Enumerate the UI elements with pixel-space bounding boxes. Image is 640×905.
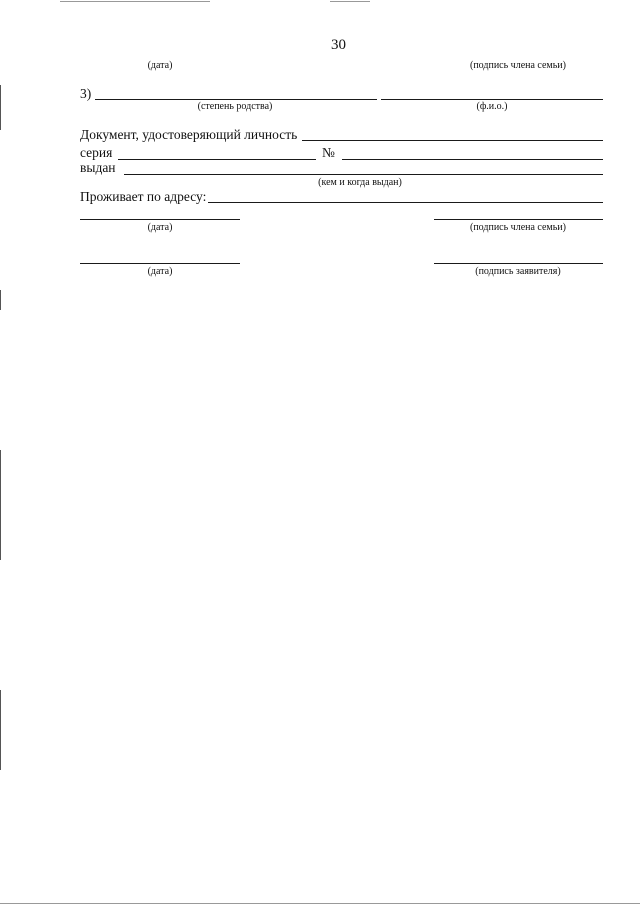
scan-edge-mark [0, 290, 1, 310]
scan-artifact-bottom [0, 903, 640, 904]
issued-label: выдан [80, 160, 116, 175]
top-date-caption: (дата) [147, 60, 173, 71]
scan-artifact-top [60, 1, 210, 2]
number-label: № [322, 145, 335, 160]
number-line [342, 159, 603, 160]
issued-caption: (кем и когда выдан) [318, 177, 402, 188]
identity-document-label: Документ, удостоверяющий личность [80, 127, 298, 142]
fio-line [381, 99, 603, 100]
address-label: Проживает по адресу: [80, 189, 207, 204]
scan-artifact-top-right [330, 1, 370, 2]
top-signature-caption: (подпись члена семьи) [469, 60, 566, 71]
member-date-caption: (дата) [147, 222, 173, 233]
member-signature-caption: (подпись члена семьи) [469, 222, 566, 233]
applicant-signature-line [434, 263, 603, 264]
member-date-line [80, 219, 240, 220]
issued-line [124, 174, 603, 175]
scan-edge-mark [0, 450, 1, 560]
applicant-date-caption: (дата) [147, 266, 173, 277]
identity-document-line [302, 140, 603, 141]
member-signature-line [434, 219, 603, 220]
fio-caption: (ф.и.о.) [476, 101, 508, 112]
applicant-date-line [80, 263, 240, 264]
member-number: 3) [80, 86, 92, 101]
series-label: серия [80, 145, 113, 160]
scan-edge-mark [0, 85, 1, 130]
page-number: 30 [331, 37, 346, 53]
relation-line [95, 99, 377, 100]
relation-caption: (степень родства) [197, 101, 273, 112]
series-line [118, 159, 316, 160]
address-line [208, 202, 603, 203]
scan-edge-mark [0, 690, 1, 770]
applicant-signature-caption: (подпись заявителя) [475, 266, 561, 277]
